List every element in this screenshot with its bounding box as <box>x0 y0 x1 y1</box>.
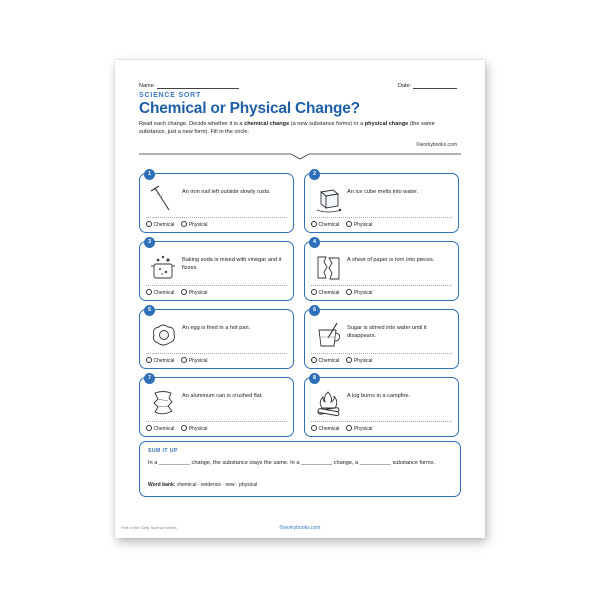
chemical-option[interactable] <box>311 289 339 296</box>
name-label: Name: <box>139 83 156 89</box>
card-number-badge: 8 <box>309 373 320 384</box>
physical-option-label: Physical <box>353 426 373 432</box>
card-options <box>311 357 379 364</box>
sum-it-up-box <box>139 441 461 497</box>
card-description: An iron nail left outside slowly rusts. <box>182 189 271 195</box>
instructions: Read each change. Decide whether it is a chemical change (a new substance forms) or a physical change (the same substance, just a new form). Fill in the circle. <box>139 121 435 135</box>
physical-option-label: Physical <box>353 290 373 296</box>
chemical-option[interactable] <box>146 425 174 432</box>
chemical-option-label: Chemical <box>318 222 340 228</box>
cup-spoon-icon <box>313 320 343 350</box>
change-card-4 <box>304 241 459 301</box>
card-options <box>311 221 379 228</box>
chemical-option[interactable] <box>311 425 339 432</box>
physical-radio[interactable] <box>181 357 187 363</box>
physical-radio[interactable] <box>181 289 187 295</box>
card-number-badge: 1 <box>144 169 155 180</box>
card-number-badge: 4 <box>309 237 320 248</box>
card-number-badge: 5 <box>144 305 155 316</box>
change-card-1 <box>139 173 294 233</box>
chemical-option[interactable] <box>311 221 339 228</box>
name-line[interactable] <box>157 82 239 89</box>
change-card-7 <box>139 377 294 437</box>
chemical-radio[interactable] <box>146 221 152 227</box>
chemical-option-label: Chemical <box>153 358 175 364</box>
physical-option-label: Physical <box>353 358 373 364</box>
card-options <box>311 289 379 296</box>
date-label: Date: <box>398 83 412 89</box>
chemical-option-label: Chemical <box>318 290 340 296</box>
card-options <box>146 289 214 296</box>
card-description: An aluminum can is crushed flat. <box>182 393 263 399</box>
fried-egg-icon <box>148 320 178 350</box>
change-card-3 <box>139 241 294 301</box>
chemical-radio[interactable] <box>146 425 152 431</box>
card-description: Sugar is stirred into water until it disappears. <box>347 325 427 339</box>
date-field[interactable] <box>398 82 457 89</box>
change-card-2 <box>304 173 459 233</box>
sum-it-up-heading: SUM IT UP <box>148 448 178 454</box>
physical-radio[interactable] <box>346 221 352 227</box>
card-options <box>146 357 214 364</box>
credit-text: ©workybooks.com <box>416 142 457 148</box>
footer-series: Part of the Daily Science series <box>121 525 177 530</box>
card-dotted-divider <box>146 353 287 354</box>
physical-option[interactable] <box>346 289 372 296</box>
section-kicker: SCIENCE SORT <box>139 92 202 99</box>
card-dotted-divider <box>146 217 287 218</box>
crushed-can-icon <box>148 388 178 418</box>
physical-radio[interactable] <box>346 425 352 431</box>
footer-site: ©workybooks.com <box>279 525 321 531</box>
physical-radio[interactable] <box>346 289 352 295</box>
chemical-option-label: Chemical <box>153 426 175 432</box>
chemical-radio[interactable] <box>311 289 317 295</box>
chemical-option-label: Chemical <box>318 426 340 432</box>
card-dotted-divider <box>146 285 287 286</box>
physical-radio[interactable] <box>181 221 187 227</box>
card-number-badge: 2 <box>309 169 320 180</box>
nail-icon <box>148 184 178 214</box>
chemical-radio[interactable] <box>311 425 317 431</box>
physical-option[interactable] <box>346 357 372 364</box>
card-dotted-divider <box>311 217 452 218</box>
physical-radio[interactable] <box>346 357 352 363</box>
chemical-radio[interactable] <box>146 357 152 363</box>
physical-radio[interactable] <box>181 425 187 431</box>
card-number-badge: 6 <box>309 305 320 316</box>
section-divider <box>139 152 461 160</box>
chemical-option-label: Chemical <box>153 222 175 228</box>
worksheet-page <box>115 60 485 538</box>
card-description: Baking soda is mixed with vinegar and it fizzes. <box>182 257 282 271</box>
chemical-radio[interactable] <box>311 221 317 227</box>
card-number-badge: 7 <box>144 373 155 384</box>
card-description: An ice cube melts into water. <box>347 189 419 195</box>
card-dotted-divider <box>146 421 287 422</box>
sum-it-up-sentence: In a __________ change, the substance stays the same. In a __________ change, a __________ substance forms. <box>148 460 436 466</box>
card-dotted-divider <box>311 285 452 286</box>
card-dotted-divider <box>311 421 452 422</box>
card-description: A sheet of paper is torn into pieces. <box>347 257 435 263</box>
name-field[interactable] <box>139 82 239 89</box>
chemical-option[interactable] <box>146 289 174 296</box>
chemical-option[interactable] <box>146 221 174 228</box>
physical-option[interactable] <box>346 221 372 228</box>
campfire-icon <box>313 388 343 418</box>
chemical-option-label: Chemical <box>318 358 340 364</box>
ice-cube-icon <box>313 184 343 214</box>
card-number-badge: 3 <box>144 237 155 248</box>
physical-option-label: Physical <box>188 358 208 364</box>
physical-option-label: Physical <box>353 222 373 228</box>
physical-option-label: Physical <box>188 290 208 296</box>
card-options <box>146 221 214 228</box>
chemical-radio[interactable] <box>146 289 152 295</box>
physical-option-label: Physical <box>188 222 208 228</box>
physical-option[interactable] <box>181 289 207 296</box>
change-card-6 <box>304 309 459 369</box>
card-options <box>146 425 214 432</box>
physical-option[interactable] <box>181 425 207 432</box>
torn-paper-icon <box>313 252 343 282</box>
card-description: A log burns in a campfire. <box>347 393 411 399</box>
physical-option-label: Physical <box>188 426 208 432</box>
date-line[interactable] <box>413 82 457 89</box>
card-dotted-divider <box>311 353 452 354</box>
card-description: An egg is fried in a hot pan. <box>182 325 251 331</box>
physical-option[interactable] <box>346 425 372 432</box>
chemical-option-label: Chemical <box>153 290 175 296</box>
page-title: Chemical or Physical Change? <box>139 100 360 117</box>
change-card-5 <box>139 309 294 369</box>
change-card-8 <box>304 377 459 437</box>
chemical-option[interactable] <box>146 357 174 364</box>
word-bank: Word bank: chemical · evidence · new · physical <box>148 482 258 488</box>
card-options <box>311 425 379 432</box>
physical-option[interactable] <box>181 221 207 228</box>
chemical-option[interactable] <box>311 357 339 364</box>
physical-option[interactable] <box>181 357 207 364</box>
chemical-radio[interactable] <box>311 357 317 363</box>
fizzing-pot-icon <box>148 252 178 282</box>
